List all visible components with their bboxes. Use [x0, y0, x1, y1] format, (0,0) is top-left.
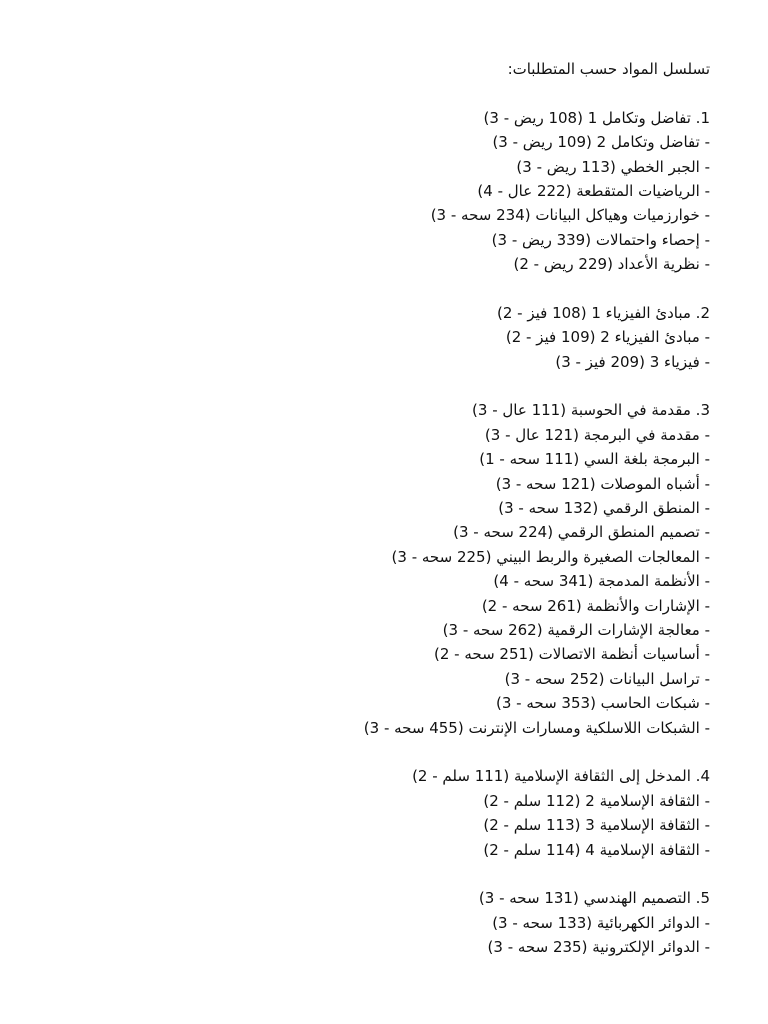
- course-line: - إحصاء واحتمالات (339 ريض - 3): [491, 230, 710, 249]
- course-line: - الإشارات والأنظمة (261 سحه - 2): [481, 596, 710, 615]
- course-line: - الرياضيات المتقطعة (222 عال - 4): [477, 181, 710, 200]
- course-line: - نظرية الأعداد (229 ريض - 2): [513, 255, 710, 274]
- spacer: [30, 277, 710, 301]
- course-group-math: [30, 106, 710, 277]
- spacer: [30, 374, 710, 398]
- course-line: - أشباه الموصلات (121 سحه - 3): [495, 474, 710, 493]
- course-line: - المعالجات الصغيرة والربط البيني (225 سحه - 3): [391, 547, 710, 566]
- course-line: - شبكات الحاسب (353 سحه - 3): [496, 694, 710, 713]
- course-line: - تفاضل وتكامل 2 (109 ريض - 3): [492, 133, 710, 152]
- document-heading: تسلسل المواد حسب المتطلبات:: [507, 60, 710, 78]
- course-line: - المنطق الرقمي (132 سحه - 3): [498, 499, 710, 518]
- spacer: [30, 81, 710, 105]
- course-line: - الثقافة الإسلامية 3 (113 سلم - 2): [483, 816, 710, 835]
- course-line: 4. المدخل إلى الثقافة الإسلامية (111 سلم - 2): [412, 767, 710, 786]
- course-line: - مقدمة في البرمجة (121 عال - 3): [484, 425, 710, 444]
- course-group-computing: [30, 398, 710, 739]
- course-line: - الأنظمة المدمجة (341 سحه - 4): [493, 572, 710, 591]
- spacer: [30, 740, 710, 764]
- course-line: 2. مبادئ الفيزياء 1 (108 فيز - 2): [496, 303, 710, 322]
- course-line: - فيزياء 3 (209 فيز - 3): [555, 352, 710, 371]
- course-line: - الشبكات اللاسلكية ومسارات الإنترنت (455 سحه - 3): [363, 718, 710, 737]
- course-line: 1. تفاضل وتكامل 1 (108 ريض - 3): [483, 108, 710, 127]
- course-line: - مبادئ الفيزياء 2 (109 فيز - 2): [505, 328, 710, 347]
- course-line: - الجبر الخطي (113 ريض - 3): [516, 157, 710, 176]
- course-line: - الدوائر الإلكترونية (235 سحه - 3): [487, 938, 710, 957]
- course-line: - أساسيات أنظمة الاتصالات (251 سحه - 2): [433, 645, 710, 664]
- course-line: - خوارزميات وهياكل البيانات (234 سحه - 3): [430, 206, 710, 225]
- course-group-physics: [30, 301, 710, 374]
- course-line: - تصميم المنطق الرقمي (224 سحه - 3): [453, 523, 710, 542]
- course-line: - تراسل البيانات (252 سحه - 3): [504, 669, 710, 688]
- course-line: - معالجة الإشارات الرقمية (262 سحه - 3): [442, 620, 710, 639]
- course-line: 3. مقدمة في الحوسبة (111 عال - 3): [472, 401, 710, 420]
- spacer: [30, 862, 710, 886]
- course-line: - الدوائر الكهربائية (133 سحه - 3): [492, 913, 710, 932]
- document-page: [30, 57, 710, 959]
- course-group-engineering-design: [30, 886, 710, 959]
- course-line: - البرمجة بلغة السي (111 سحه - 1): [479, 450, 710, 469]
- course-group-islamic-culture: [30, 764, 710, 862]
- course-line: - الثقافة الإسلامية 2 (112 سلم - 2): [483, 791, 710, 810]
- course-line: - الثقافة الإسلامية 4 (114 سلم - 2): [483, 840, 710, 859]
- course-line: 5. التصميم الهندسي (131 سحه - 3): [478, 889, 710, 908]
